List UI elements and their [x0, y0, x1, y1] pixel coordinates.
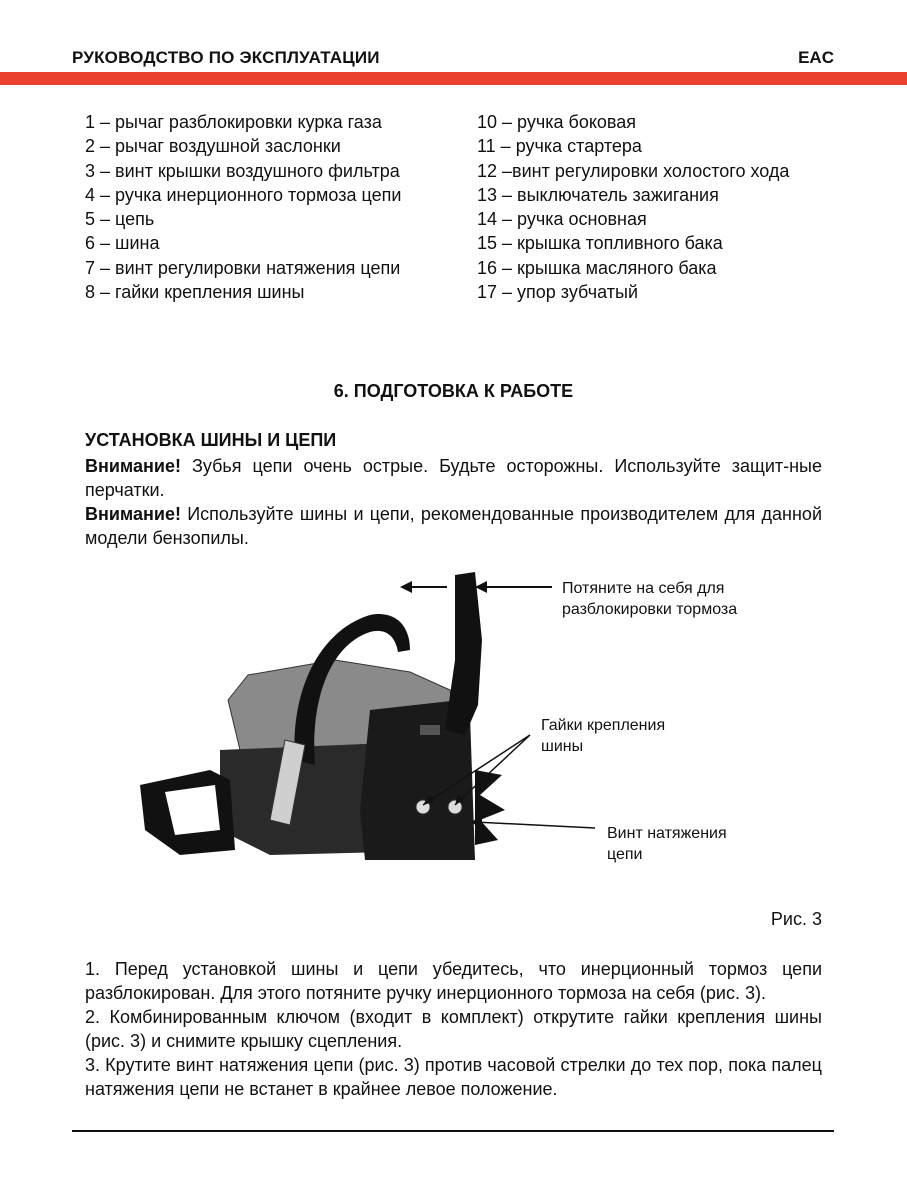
brake-unlock-label: [562, 578, 737, 620]
chain-brake-handle: [445, 572, 482, 735]
label-line: цепи: [607, 846, 643, 863]
parts-list-right: [477, 110, 789, 304]
tension-screw-label: [607, 823, 727, 865]
label-line: Гайки крепления: [541, 717, 666, 734]
step-item: 3. Крутите винт натяжения цепи (рис. 3) против часовой стрелки до тех пор, пока палец натяжения цепи не встанет в крайнее левое положение.: [85, 1055, 822, 1099]
section-title: 6. ПОДГОТОВКА К РАБОТЕ: [333, 381, 574, 401]
label-line: Потяните на себя для: [562, 580, 725, 597]
part-item: 8 – гайки крепления шины: [85, 282, 305, 303]
part-item: 11 – ручка стартера: [477, 136, 642, 157]
part-item: 6 – шина: [85, 233, 160, 254]
part-item: 5 – цепь: [85, 209, 155, 230]
part-item: 7 – винт регулировки натяжения цепи: [85, 257, 401, 278]
label-line: разблокировки тормоза: [562, 601, 738, 618]
warning-label: Внимание!: [85, 456, 181, 476]
chainsaw-figure: [120, 560, 840, 900]
warning-text: Зубья цепи очень острые. Будьте осторожны. Используйте защит-ные перчатки.: [85, 456, 822, 500]
part-item: 10 – ручка боковая: [477, 112, 637, 132]
part-item: 14 – ручка основная: [477, 209, 647, 230]
eac-certification-mark: EAC: [798, 48, 834, 67]
label-line: шины: [541, 738, 584, 755]
steps-list: [85, 957, 822, 1101]
part-item: 17 – упор зубчатый: [477, 282, 638, 303]
part-item: 3 – винт крышки воздушного фильтра: [85, 160, 400, 181]
bar-nuts-label: [541, 715, 665, 757]
part-item: 1 – рычаг разблокировки курка газа: [85, 112, 382, 132]
label-line: Винт натяжения: [607, 825, 727, 842]
parts-list-left: [85, 110, 401, 304]
part-item: 16 – крышка масляного бака: [477, 257, 717, 278]
part-item: 13 – выключатель зажигания: [477, 184, 719, 205]
header-accent-bar: [0, 72, 907, 85]
step-item: 1. Перед установкой шины и цепи убедитесь, что инерционный тормоз цепи разблокирован. Для этого потяните ручку инерционного тормоза на себя (рис. 3).: [85, 959, 822, 1003]
figure-caption: Рис. 3: [770, 909, 822, 929]
part-item: 2 – рычаг воздушной заслонки: [85, 136, 341, 157]
part-item: 15 – крышка топливного бака: [477, 233, 723, 254]
warning-text: Используйте шины и цепи, рекомендованные производителем для данной модели бензопилы.: [85, 504, 822, 548]
warning-paragraph-2: [85, 502, 822, 550]
document-header-title: РУКОВОДСТВО ПО ЭКСПЛУАТАЦИИ: [72, 48, 380, 67]
step-item: 2. Комбинированным ключом (входит в комплект) открутите гайки крепления шины (рис. 3) и снимите крышку сцепления.: [85, 1007, 822, 1051]
subsection-title: УСТАНОВКА ШИНЫ И ЦЕПИ: [85, 430, 337, 450]
warning-label: Внимание!: [85, 504, 181, 524]
part-item: 4 – ручка инерционного тормоза цепи: [85, 184, 402, 205]
warning-paragraph-1: [85, 454, 822, 502]
footer-divider: [72, 1130, 834, 1132]
part-item: 12 –винт регулировки холостого хода: [477, 160, 790, 181]
